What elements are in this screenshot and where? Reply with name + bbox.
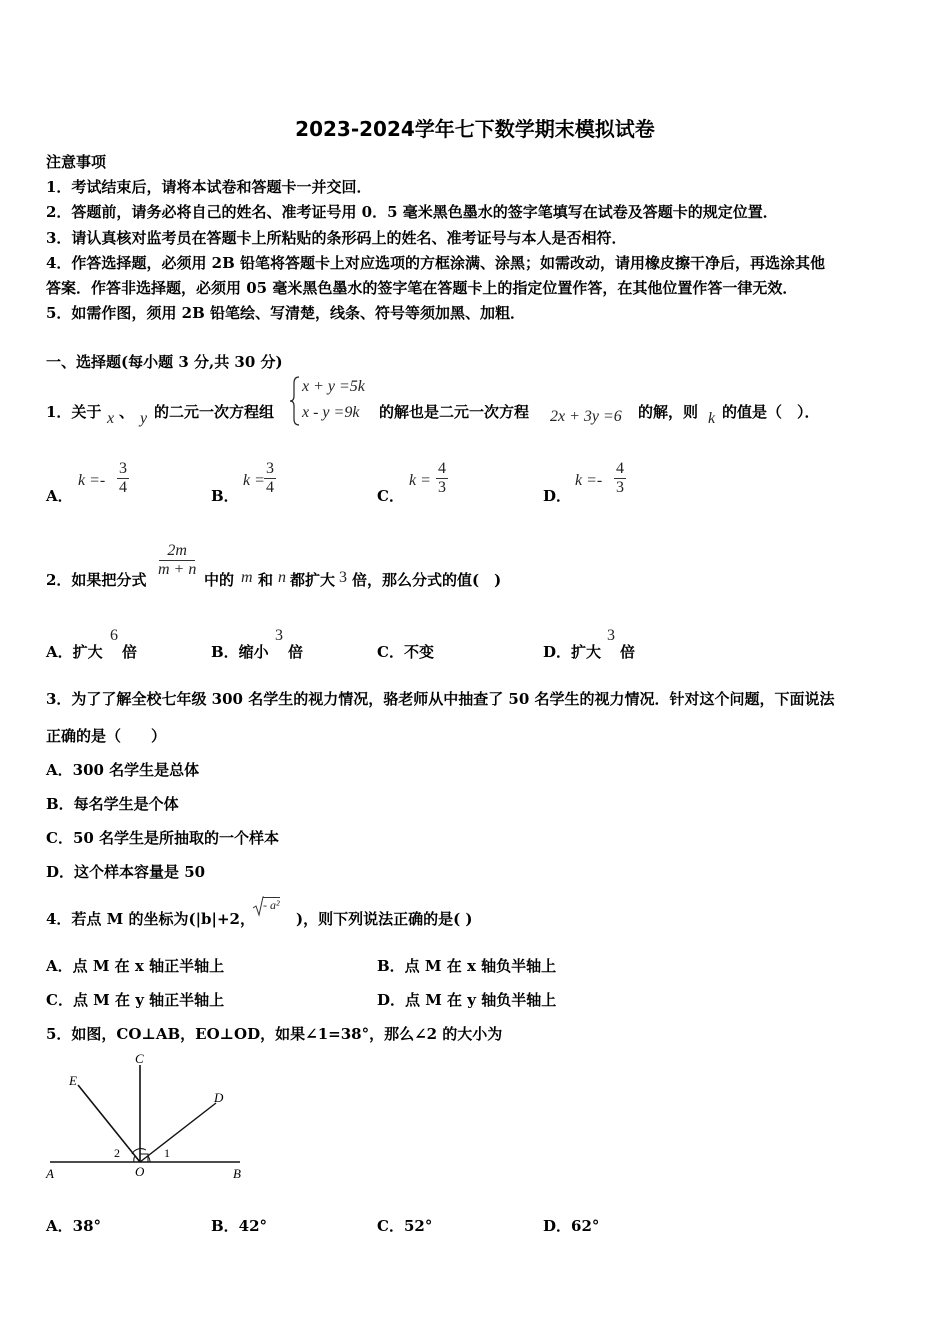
label-a: A	[46, 1166, 54, 1181]
q1-prefix: 1．关于	[46, 403, 102, 421]
q2-option-d-label: D．扩大	[543, 643, 602, 661]
q1-suffix: 的值是（ ）．	[722, 403, 820, 421]
q3-line1: 3．为了了解全校七年级 300 名学生的视力情况，骆老师从中抽查了 50 名学生的视力情况．针对这个问题，下面说法	[46, 690, 835, 708]
fraction-numerator: 3	[119, 460, 127, 477]
q3-option-c: C．50 名学生是所抽取的一个样本	[46, 829, 280, 847]
q4-option-a: A．点 M 在 x 轴正半轴上	[46, 957, 225, 975]
q1-option-c-fraction	[436, 460, 448, 497]
q1-option-a-fraction	[117, 460, 129, 497]
fraction-denominator: 3	[616, 479, 624, 496]
q2-suffix: 倍，那么分式的值( )	[352, 571, 502, 589]
q2-option-b-value: 3	[275, 627, 283, 644]
label-e: E	[69, 1073, 77, 1088]
q2-option-a-tail: 倍	[122, 643, 138, 661]
q1-var-y: y	[140, 410, 148, 427]
line-od	[140, 1103, 216, 1162]
label-angle-1: 1	[164, 1146, 170, 1160]
q1-option-d-label: D．	[543, 487, 572, 505]
q4-suffix: )，则下列说法正确的是( )	[296, 910, 473, 928]
angle-2-arc-icon	[134, 1156, 135, 1162]
q1-eq2: x - y =9k	[302, 404, 360, 421]
q4-prefix: 4．若点 M 的坐标为(|b|+2，	[46, 910, 255, 928]
label-angle-2: 2	[114, 1146, 120, 1160]
q2-mid2: 都扩大	[290, 571, 336, 589]
q3-option-a: A．300 名学生是总体	[46, 761, 200, 779]
fraction-numerator: 3	[266, 460, 274, 477]
q1-option-b-fraction	[264, 460, 276, 497]
fraction-denominator: 4	[266, 479, 274, 496]
notice-item: 4．作答选择题，必须用 2B 铅笔将答题卡上对应选项的方框涂满、涂黑；如需改动，请用橡皮擦干净后，再选涂其他	[46, 254, 826, 272]
angle-arc-icon	[132, 1149, 146, 1154]
q1-var-x: x	[107, 410, 115, 427]
q5-option-b: B．42°	[211, 1217, 268, 1235]
q2-option-d-value: 3	[607, 627, 615, 644]
brace-icon	[289, 375, 301, 427]
q1-option-b-lhs: k =	[243, 472, 265, 489]
q2-option-c-label: C．不变	[377, 643, 434, 661]
q2-option-d-tail: 倍	[620, 643, 636, 661]
line-oe	[78, 1085, 140, 1162]
fraction-denominator: 4	[119, 479, 127, 496]
q4-option-d: D．点 M 在 y 轴负半轴上	[377, 991, 557, 1009]
q1-option-c-lhs: k =	[409, 472, 431, 489]
q2-and: 和	[258, 571, 274, 589]
q1-mid3: 的解，则	[638, 403, 699, 421]
q2-option-a-label: A．扩大	[46, 643, 103, 661]
q4-sqrt-expression: - a²	[263, 898, 280, 912]
page-title: 2023-2024学年七下数学期末模拟试卷	[295, 117, 655, 141]
notice-item: 答案．作答非选择题，必须用 05 毫米黑色墨水的签字笔在答题卡上的指定位置作答，在其他位置作答一律无效．	[46, 279, 798, 297]
label-o: O	[135, 1164, 145, 1179]
fraction-denominator: m + n	[158, 561, 197, 578]
q2-option-b-label: B．缩小	[211, 643, 269, 661]
q2-option-a-value: 6	[110, 627, 118, 644]
notice-item: 3．请认真核对监考员在答题卡上所粘贴的条形码上的姓名、准考证号与本人是否相符．	[46, 229, 627, 247]
section-heading: 一、选择题(每小题 3 分,共 30 分)	[46, 353, 283, 371]
q5-option-d: D．62°	[543, 1217, 600, 1235]
label-c: C	[135, 1051, 144, 1066]
q1-option-d-lhs: k =-	[575, 472, 603, 489]
q1-option-b-label: B．	[211, 487, 239, 505]
q5-text: 5．如图，CO⊥AB，EO⊥OD，如果∠1=38°，那么∠2 的大小为	[46, 1025, 503, 1043]
q2-mid: 中的	[204, 571, 235, 589]
q5-geometry-figure	[40, 1050, 260, 1185]
notice-item: 5．如需作图，须用 2B 铅笔绘、写清楚，线条、符号等须加黑、加粗．	[46, 304, 525, 322]
fraction-numerator: 4	[438, 460, 446, 477]
q1-sep: 、	[119, 403, 135, 421]
q5-option-c: C．52°	[377, 1217, 433, 1235]
q2-fraction	[156, 542, 198, 579]
q1-option-a-lhs: k =-	[78, 472, 106, 489]
q1-option-a-label: A．	[46, 487, 73, 505]
fraction-numerator: 2m	[159, 542, 195, 561]
q5-option-a: A．38°	[46, 1217, 102, 1235]
q2-three: 3	[339, 569, 347, 586]
q3-line2: 正确的是（ ）	[46, 727, 167, 745]
q1-option-c-label: C．	[377, 487, 404, 505]
q2-prefix: 2．如果把分式	[46, 571, 147, 589]
notice-item: 2．答题前，请务必将自己的姓名、准考证号用 0．5 毫米黑色墨水的签字笔填写在试卷及答题卡的规定位置．	[46, 203, 778, 221]
fraction-numerator: 4	[616, 460, 624, 477]
q2-var-m: m	[241, 569, 253, 586]
label-d: D	[214, 1090, 224, 1105]
fraction-denominator: 3	[438, 479, 446, 496]
q1-mid2: 的解也是二元一次方程	[379, 403, 530, 421]
q1-eq1: x + y =5k	[302, 378, 365, 395]
q1-var-k: k	[708, 410, 716, 427]
q1-option-d-fraction	[614, 460, 626, 497]
q1-mid: 的二元一次方程组	[154, 403, 275, 421]
q1-eq3: 2x + 3y =6	[550, 408, 622, 425]
q4-option-b: B．点 M 在 x 轴负半轴上	[377, 957, 557, 975]
q2-option-b-tail: 倍	[288, 643, 304, 661]
notice-item: 1．考试结束后，请将本试卷和答题卡一并交回．	[46, 178, 372, 196]
q4-option-c: C．点 M 在 y 轴正半轴上	[46, 991, 225, 1009]
q3-option-b: B．每名学生是个体	[46, 795, 179, 813]
label-b: B	[233, 1166, 241, 1181]
q3-option-d: D．这个样本容量是 50	[46, 863, 206, 881]
q2-var-n: n	[278, 569, 286, 586]
notice-heading: 注意事项	[46, 153, 107, 171]
